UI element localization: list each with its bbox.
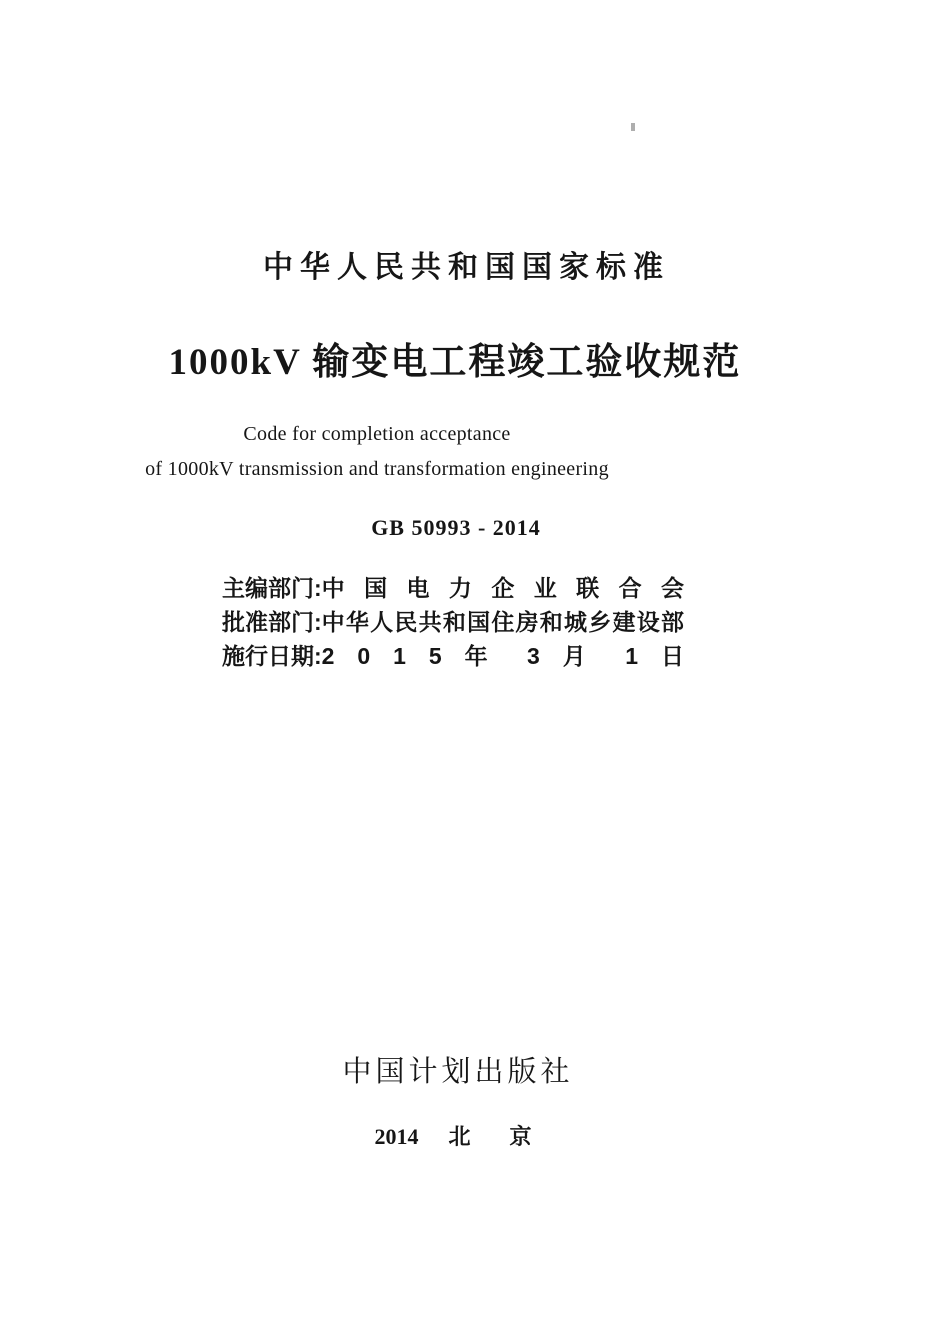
publication-info: [222, 573, 684, 675]
imprint-line: [0, 1124, 906, 1150]
effective-date-row: [222, 641, 684, 675]
approval-dept-row: [222, 607, 684, 641]
chief-editor-row: [222, 573, 684, 607]
standard-title-english: [0, 417, 754, 487]
approval-dept-value: 中华人民共和国住房和城乡建设部: [321, 609, 684, 635]
chief-editor-label: 主编部门:: [222, 575, 322, 601]
standard-number: GB 50993 - 2014: [371, 515, 541, 540]
imprint-city-bei: 北: [448, 1124, 471, 1149]
scan-artifact: [631, 123, 635, 131]
effective-date-label: 施行日期:: [222, 643, 322, 669]
national-standard-label: 中华人民共和国国家标准: [263, 251, 670, 284]
publisher-name: 中国计划出版社: [342, 1056, 574, 1088]
standard-title-chinese: 1000kV 输变电工程竣工验收规范: [168, 342, 742, 383]
english-title-line2: of 1000kV transmission and transformation engineering: [145, 458, 609, 480]
imprint-year: 2014: [374, 1124, 419, 1149]
effective-date-value: 2 0 1 5 年 3 月 1 日: [321, 643, 684, 669]
imprint-city-jing: 京: [509, 1124, 532, 1149]
chief-editor-value: 中 国 电 力 企 业 联 合 会: [321, 575, 684, 601]
approval-dept-label: 批准部门:: [222, 609, 322, 635]
english-title-line1: Code for completion acceptance: [243, 423, 511, 445]
